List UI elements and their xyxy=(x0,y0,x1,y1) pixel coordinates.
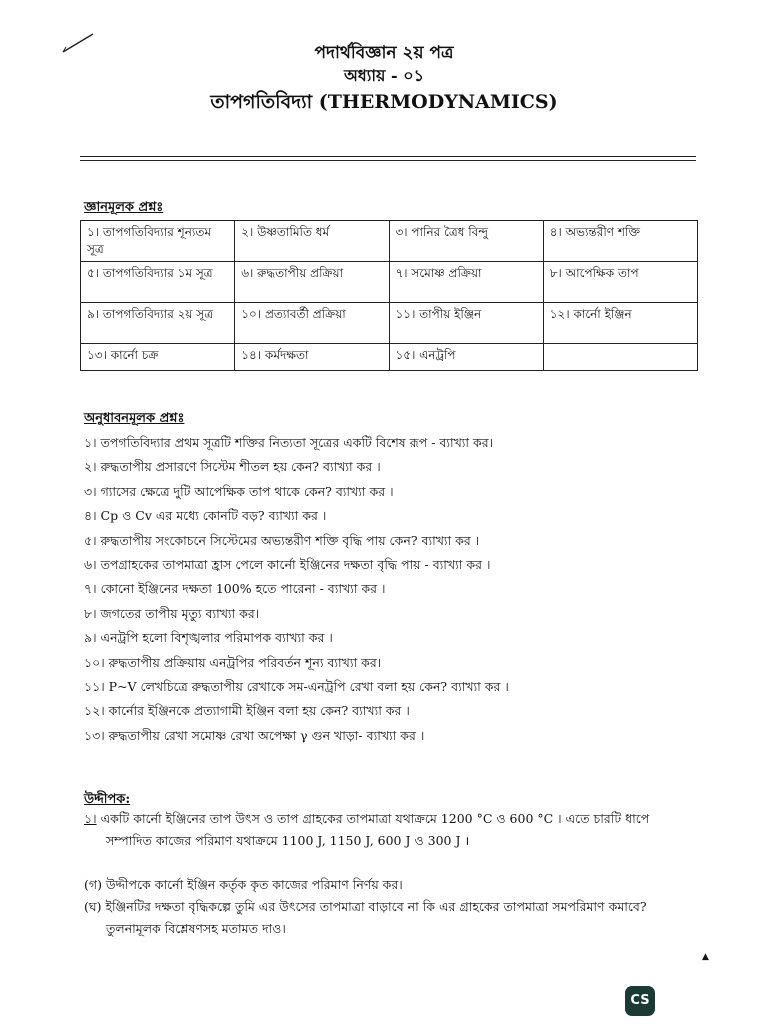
table-cell: ২। উষ্ণতামিতি ধর্ম xyxy=(235,221,389,262)
table-cell-empty xyxy=(543,344,697,371)
table-cell: ১১। তাপীয় ইঞ্জিন xyxy=(389,303,543,344)
table-cell: ১৪। কর্মদক্ষতা xyxy=(235,344,389,371)
question-gha: (ঘ) ইঞ্জিনটির দক্ষতা বৃদ্ধিকল্পে তুমি এর উৎসের তাপমাত্রা বাড়াবে না কি এর গ্রাহকের তাপমাত্রা সমপরিমাণ কমাবে? xyxy=(84,899,647,914)
table-cell: ৩। পানির ত্রৈধ বিন্দু xyxy=(389,221,543,262)
list-item: ২। রুদ্ধতাপীয় প্রসারণে সিস্টেম শীতল হয় কেন? ব্যাখ্যা কর । xyxy=(84,459,381,475)
list-item: ৫। রুদ্ধতাপীয় সংকোচনে সিস্টেমের অভ্যন্তরীণ শক্তি বৃদ্ধি পায় কেন? ব্যাখ্যা কর । xyxy=(84,532,480,548)
comprehension-heading: অনুধাবনমূলক প্রশ্নঃ xyxy=(84,411,185,426)
list-item: ৮। জগতের তাপীয় মৃত্যু ব্যাখ্যা কর। xyxy=(84,605,260,621)
question-ga: (গ) উদ্দীপকে কার্নো ইঞ্জিন কর্তৃক কৃত কাজের পরিমাণ নির্ণয় কর। xyxy=(84,877,403,892)
table-cell: ৬। রুদ্ধতাপীয় প্রক্রিয়া xyxy=(235,262,389,303)
stimulus-number: ১। xyxy=(84,811,97,826)
table-cell: ১৩। কার্নো চক্র xyxy=(81,344,235,371)
table-cell: ৭। সমোষ্ণ প্রক্রিয়া xyxy=(389,262,543,303)
document-header xyxy=(0,42,768,116)
table-cell: ১৫। এনট্রপি xyxy=(389,344,543,371)
list-item: ৪। Cp ও Cv এর মধ্যে কোনটি বড়? ব্যাখ্যা কর । xyxy=(84,508,327,524)
list-item: ১। তপগতিবিদ্যার প্রথম সূত্রটি শক্তির নিত্যতা সূত্রের একটি বিশেষ রূপ - ব্যাখ্যা কর। xyxy=(84,435,494,450)
list-item: ১২। কার্নোর ইঞ্জিনকে প্রত্যাগামী ইঞ্জিন বলা হয় কেন? ব্যাখ্যা কর । xyxy=(84,703,410,719)
table-cell: ১। তাপগতিবিদ্যার শূন্যতম সূত্র xyxy=(81,221,235,262)
chapter-title: তাপগতিবিদ্যা (THERMODYNAMICS) xyxy=(210,91,558,113)
knowledge-heading: জ্ঞানমূলক প্রশ্নঃ xyxy=(84,200,164,215)
table-row xyxy=(81,221,698,262)
caret-mark-icon: ▲ xyxy=(702,952,709,962)
table-cell: ১০। প্রত্যাবর্তী প্রক্রিয়া xyxy=(235,303,389,344)
table-cell: ৪। অভ্যন্তরীণ শক্তি xyxy=(543,221,697,262)
question-gha-continued: তুলনামূলক বিশ্লেষণসহ মতামত দাও। xyxy=(106,921,286,936)
stimulus-line-2: সম্পাদিত কাজের পরিমাণ যথাক্রমে 1100 J, 1150 J, 600 J ও 300 J । xyxy=(106,833,470,848)
knowledge-questions-table xyxy=(80,220,698,371)
camscanner-badge: CS xyxy=(625,986,655,1016)
comprehension-question-list xyxy=(84,431,724,748)
table-cell: ৫। তাপগতিবিদ্যার ১ম সূত্র xyxy=(81,262,235,303)
table-cell: ১২। কার্নো ইঞ্জিন xyxy=(543,303,697,344)
table-row xyxy=(81,262,698,303)
subject-title: পদার্থবিজ্ঞান ২য় পত্র xyxy=(314,43,454,63)
header-rule-top xyxy=(80,156,696,157)
table-cell: ৮। আপেক্ষিক তাপ xyxy=(543,262,697,303)
table-cell: ৯। তাপগতিবিদ্যার ২য় সূত্র xyxy=(81,303,235,344)
stimulus-text: একটি কার্নো ইঞ্জিনের তাপ উৎস ও তাপ গ্রাহকের তাপমাত্রা যথাক্রমে 1200 °C ও 600 °C । এতে চারটি ধাপে xyxy=(100,811,650,826)
table-row xyxy=(81,303,698,344)
list-item: ৭। কোনো ইঞ্জিনের দক্ষতা 100% হতে পারেনা - ব্যাখ্যা কর । xyxy=(84,581,386,597)
list-item: ১০। রুদ্ধতাপীয় প্রক্রিয়ায় এনট্রপির পরিবর্তন শূন্য ব্যাখ্যা কর। xyxy=(84,654,382,670)
table-row xyxy=(81,344,698,371)
header-rule-bottom xyxy=(80,160,696,161)
list-item: ১১। P~V লেখচিত্রে রুদ্ধতাপীয় রেখাকে সম-এনট্রপি রেখা বলা হয় কেন? ব্যাখ্যা কর । xyxy=(84,679,509,695)
stimulus-line-1 xyxy=(84,808,649,830)
list-item: ৬। তপগ্রাহকের তাপমাত্রা হ্রাস পেলে কার্নো ইঞ্জিনের দক্ষতা বৃদ্ধি পায় - ব্যাখ্যা কর । xyxy=(84,557,491,573)
list-item: ৯। এনট্রপি হলো বিশৃঙ্খলার পরিমাপক ব্যাখ্যা কর । xyxy=(84,630,333,646)
stimulus-heading: উদ্দীপক: xyxy=(84,792,131,807)
list-item: ৩। গ্যাসের ক্ষেত্রে দুটি আপেক্ষিক তাপ থাকে কেন? ব্যাখ্যা কর । xyxy=(84,483,394,499)
chapter-number: অধ্যায় - ০১ xyxy=(343,66,425,85)
list-item: ১৩। রুদ্ধতাপীয় রেখা সমোষ্ণ রেখা অপেক্ষা γ গুন খাড়া- ব্যাখ্যা কর । xyxy=(84,727,425,743)
